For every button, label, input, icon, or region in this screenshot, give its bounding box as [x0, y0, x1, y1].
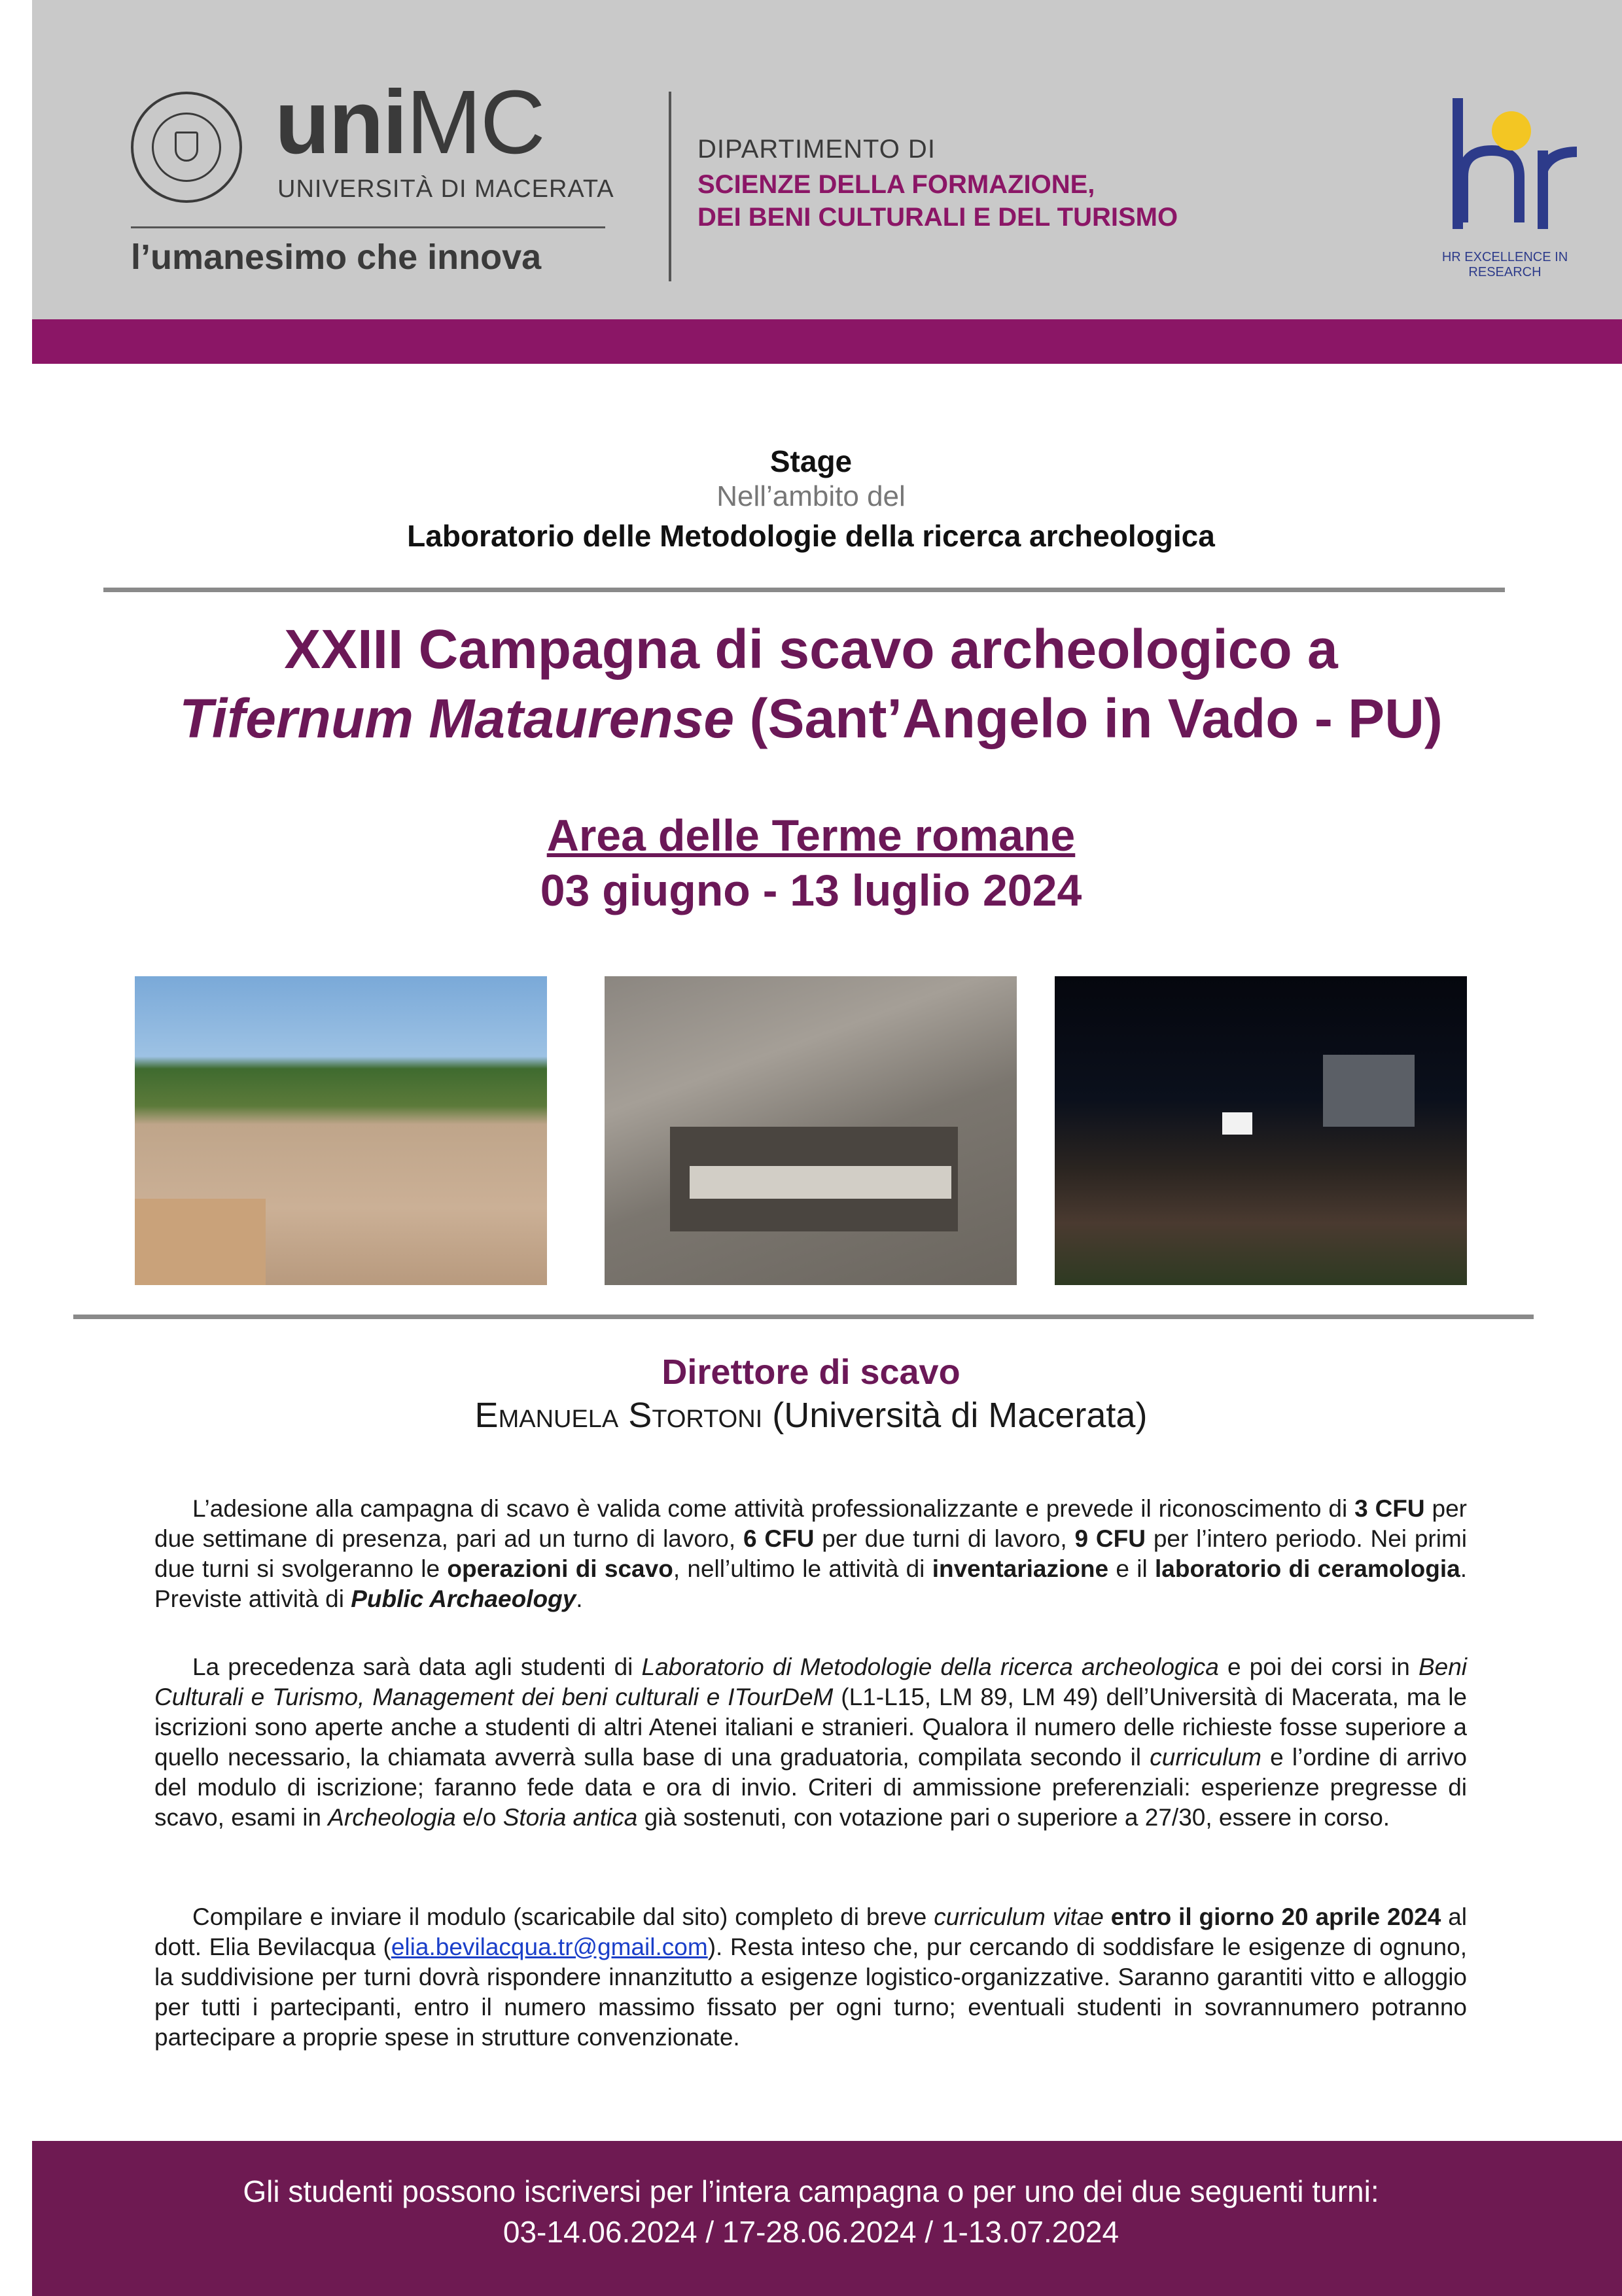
italic-text: Archeologia [328, 1804, 456, 1831]
campaign-dates: 03 giugno - 13 luglio 2024 [540, 866, 1082, 915]
logo-divider [131, 226, 605, 228]
text: Compilare e inviare il modulo (scaricabile dal sito) completo di breve [192, 1903, 934, 1930]
text: per l’intero periodo. Nei primi due turni si svolgeranno le [154, 1525, 1468, 1582]
bold-text: operazioni di scavo [447, 1555, 673, 1582]
brand-bold: uni [275, 72, 406, 173]
bold-text: entro il giorno 20 aprile 2024 [1110, 1903, 1441, 1930]
bold-text: 9 CFU [1074, 1525, 1146, 1552]
laboratory-title: Laboratorio delle Metodologie della ricerca archeologica [407, 519, 1215, 553]
photo-building [1323, 1055, 1415, 1127]
text: e poi dei corsi in [1218, 1653, 1419, 1680]
text: ). Resta inteso che, pur cercando di soddisfare le esigenze di ognuno, la suddivisione per turni dovrà rispondere innanzitutto a esigenze logistico-organizzative. Saranno garantiti vitto e alloggio per tutti i partecipanti, entro il numero massimo fissato per ogni turno; eventuali studenti in sovrannumero potranno partecipare a proprie spese in strutture convenzionate. [154, 1934, 1467, 2051]
text: e/o [455, 1804, 503, 1831]
hr-caption: HR EXCELLENCE IN RESEARCH [1441, 250, 1568, 279]
director-heading: Direttore di scavo [661, 1352, 961, 1392]
department-label: DIPARTIMENTO DI [697, 135, 936, 164]
paragraph-admission [154, 1652, 1467, 1833]
campaign-title-line2 [0, 687, 1622, 751]
site-name-italic: Tifernum Mataurense [179, 688, 735, 749]
university-name: UNIVERSITÀ DI MACERATA [277, 175, 614, 203]
campaign-title-line1: XXIII Campagna di scavo archeologico a [284, 618, 1338, 680]
seal-shield-icon [175, 132, 198, 162]
hr-logo-h-arch [1463, 150, 1519, 222]
seal-inner-ring [152, 113, 221, 182]
brand-regular: MC [406, 72, 544, 173]
text: al dott. Elia Bevilacqua ( [154, 1903, 1467, 1960]
text [1104, 1903, 1111, 1930]
text: L’adesione alla campagna di scavo è valida come attività professionalizzante e prevede il riconoscimento di [192, 1495, 1355, 1522]
contact-email-link[interactable]: elia.bevilacqua.tr@gmail.com [391, 1934, 708, 1960]
paragraph-application [154, 1902, 1467, 2053]
department-name-line2: DEI BENI CULTURALI E DEL TURISMO [697, 203, 1178, 232]
photo-excavation-site [135, 976, 547, 1285]
photo-wall-detail [135, 1199, 266, 1285]
hr-excellence-logo-icon [1439, 92, 1596, 236]
university-seal-icon [131, 92, 242, 203]
text: . Previste attività di [154, 1555, 1467, 1612]
ambito-label: Nell’ambito del [716, 480, 906, 512]
director-name [0, 1395, 1622, 1436]
text: per due settimane di presenza, pari ad un turno di lavoro, [154, 1495, 1468, 1552]
italic-text: curriculum [1150, 1744, 1261, 1771]
stage-label: Stage [769, 444, 853, 478]
text: e l’ordine di arrivo del modulo di iscrizione; faranno fede data e ora di invio. Criteri di ammissione preferenziali: esperienze pregresse di scavo, esami in [154, 1744, 1467, 1831]
director-last-name: Stortoni [628, 1396, 763, 1435]
text: (L1-L15, LM 89, LM 49) dell’Università di Macerata, ma le iscrizioni sono aperte anche a studenti di altri Atenei italiani e stranieri. Qualora il numero delle richieste fosse superiore a quello necessario, la chiamata avverrà sulla base di una graduatoria, compilata secondo il [154, 1684, 1467, 1771]
director-first-name: Emanuela [474, 1396, 619, 1435]
italic-text: curriculum vitae [934, 1903, 1104, 1930]
header-vertical-divider [669, 92, 671, 281]
italic-text: Storia antica [502, 1804, 638, 1831]
header-color-band [32, 319, 1622, 364]
italic-text: Beni Culturali e Turismo, Management dei beni culturali e ITourDeM [154, 1653, 1467, 1710]
divider-top [103, 588, 1505, 592]
photo-stone-row [690, 1166, 951, 1199]
bold-text: 3 CFU [1354, 1495, 1425, 1522]
area-heading: Area delle Terme romane [546, 811, 1076, 860]
bold-italic-text: Public Archaeology [351, 1585, 576, 1612]
bold-text: laboratorio di ceramologia [1155, 1555, 1460, 1582]
bold-text: 6 CFU [743, 1525, 815, 1552]
tagline: l’umanesimo che innova [131, 238, 542, 277]
footer-shifts-intro: Gli studenti possono iscriversi per l’intera campagna o per uno dei due seguenti turni: [243, 2174, 1379, 2208]
paragraph-credits [154, 1494, 1467, 1614]
text: già sostenuti, con votazione pari o superiore a 27/30, essere in corso. [637, 1804, 1390, 1831]
department-name-line1: SCIENZE DELLA FORMAZIONE, [697, 170, 1095, 199]
text: . [576, 1585, 583, 1612]
photo-trench-stones [605, 976, 1017, 1285]
divider-bottom [73, 1315, 1534, 1319]
photo-screen [1222, 1112, 1252, 1135]
text: La precedenza sarà data agli studenti di [192, 1653, 642, 1680]
footer-shift-dates: 03-14.06.2024 / 17-28.06.2024 / 1-13.07.2024 [502, 2215, 1120, 2249]
bold-text: inventariazione [932, 1555, 1109, 1582]
photo-night-lecture [1055, 976, 1467, 1285]
text: e il [1108, 1555, 1155, 1582]
text: per due turni di lavoro, [814, 1525, 1075, 1552]
text: , nell’ultimo le attività di [673, 1555, 932, 1582]
site-location: (Sant’Angelo in Vado - PU) [734, 688, 1443, 749]
italic-text: Laboratorio di Metodologie della ricerca archeologica [641, 1653, 1219, 1680]
unimc-logo [275, 72, 544, 173]
director-affiliation: (Università di Macerata) [762, 1396, 1148, 1435]
hr-logo-dot [1492, 111, 1531, 150]
